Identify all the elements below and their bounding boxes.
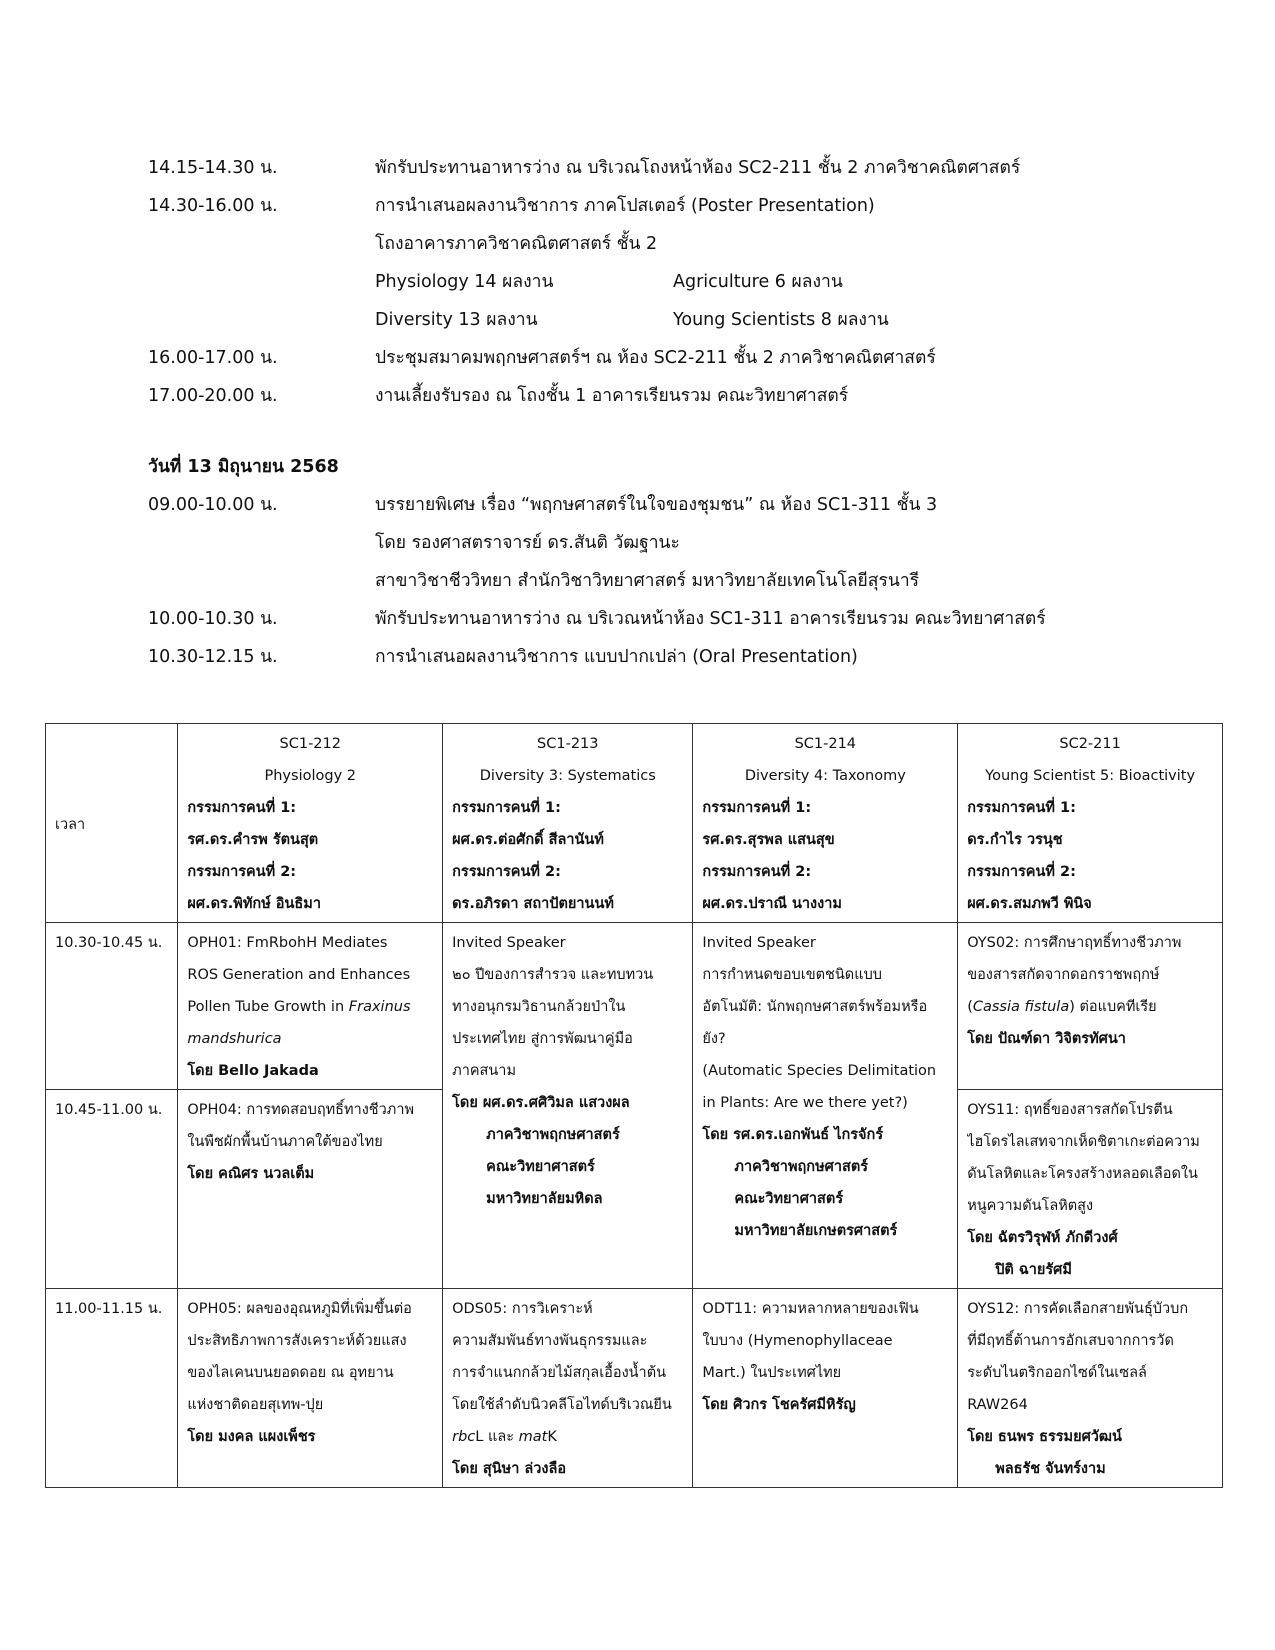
agenda-text: พักรับประทานอาหารว่าง ณ บริเวณโถงหน้าห้อง SC2-211 ชั้น 2 ภาควิชาคณิตศาสตร์: [375, 158, 1021, 178]
talk-code: ODT11:: [702, 1301, 758, 1317]
poster-count: Diversity 13 ผลงาน: [375, 310, 538, 330]
session-name: Young Scientist 5: Bioactivity: [985, 768, 1196, 784]
committee-label: กรรมการคนที่ 2:: [187, 864, 297, 880]
agenda: [148, 148, 1148, 675]
talk-cell: OPH01: FmRbohH Mediates ROS Generation and Enhances Pollen Tube Growth in Fraxinus mandshurica โดย Bello Jakada: [178, 923, 443, 1090]
presenter: โดย มงคล แผงเพ็ชร: [187, 1429, 316, 1445]
presenter: โดย ปัณฑ์ดา วิจิตรทัศนา: [967, 1031, 1126, 1047]
agenda-time: 16.00-17.00 น.: [148, 348, 278, 368]
talk-code: OPH01:: [187, 935, 242, 951]
presenter: พลธรัช จันทร์งาม: [995, 1461, 1106, 1477]
talk-code: OYS11:: [967, 1102, 1020, 1118]
talk-code: OPH05:: [187, 1301, 242, 1317]
time-cell: 11.00-11.15 น.: [46, 1289, 178, 1488]
talk-cell: OYS02: การศึกษาฤทธิ์ทางชีวภาพ ของสารสกัดจากดอกราชพฤกษ์ (Cassia fistula) ต่อแบคทีเรีย โดย ปัณฑ์ดา วิจิตรทัศนา: [958, 923, 1223, 1090]
agenda-row: [148, 523, 1148, 561]
committee-label: กรรมการคนที่ 2:: [702, 864, 812, 880]
session-name: Diversity 4: Taxonomy: [744, 768, 906, 784]
presenter: โดย ผศ.ดร.ศศิวิมล แสวงผล: [452, 1095, 630, 1111]
table-header-row: [46, 724, 1223, 923]
agenda-time: 14.30-16.00 น.: [148, 196, 278, 216]
agenda-row: [148, 148, 1148, 186]
presenter: โดย ธนพร ธรรมยศวัฒน์: [967, 1429, 1122, 1445]
session-name: Diversity 3: Systematics: [479, 768, 656, 784]
table-row: [46, 923, 1223, 1090]
committee-name: ผศ.ดร.ต่อศักดิ์ สีลานันท์: [452, 832, 604, 848]
committee-name: ดร.กำไร วรนุช: [967, 832, 1063, 848]
room-code: SC1-212: [279, 736, 341, 752]
agenda-text: สาขาวิชาชีววิทยา สำนักวิชาวิทยาศาสตร์ มหาวิทยาลัยเทคโนโลยีสุรนารี: [375, 571, 920, 591]
room-header: [693, 724, 958, 923]
talk-code: ODS05:: [452, 1301, 508, 1317]
presenter: โดย Bello Jakada: [187, 1063, 319, 1079]
affiliation: คณะวิทยาศาสตร์: [486, 1159, 595, 1175]
talk-cell: OYS12: การคัดเลือกสายพันธุ์บัวบก ที่มีฤทธิ์ต้านการอักเสบจากการวัด ระดับไนตริกออกไซด์ในเซลล์ RAW264 โดย ธนพร ธรรมยศวัฒน์ พลธรัช จันทร์งาม: [958, 1289, 1223, 1488]
agenda-text: โถงอาคารภาควิชาคณิตศาสตร์ ชั้น 2: [375, 234, 658, 254]
invited-title: Invited Speaker: [452, 935, 566, 951]
agenda-row: [148, 599, 1148, 637]
committee-name: รศ.ดร.สุรพล แสนสุข: [702, 832, 835, 848]
presenter: โดย สุนิษา ล่วงลือ: [452, 1461, 567, 1477]
agenda-row: [148, 637, 1148, 675]
agenda-text: การนำเสนอผลงานวิชาการ ภาคโปสเตอร์ (Poster Presentation): [375, 196, 875, 216]
room-header: [958, 724, 1223, 923]
poster-count-row: [148, 300, 1148, 338]
agenda-time: 10.30-12.15 น.: [148, 647, 278, 667]
talk-cell: OYS11: ฤทธิ์ของสารสกัดโปรตีน ไฮโดรไลเสทจากเห็ดชิตาเกะต่อความ ดันโลหิตและโครงสร้างหลอดเลือดใน หนูความดันโลหิตสูง โดย ฉัตรวิรุฬห์ ภักดีวงศ์ ปิติ ฉายรัศมี: [958, 1090, 1223, 1289]
room-code: SC1-214: [794, 736, 857, 752]
committee-label: กรรมการคนที่ 1:: [702, 800, 812, 816]
agenda-time: 17.00-20.00 น.: [148, 386, 278, 406]
room-code: SC2-211: [1059, 736, 1121, 752]
agenda-text: ประชุมสมาคมพฤกษศาสตร์ฯ ณ ห้อง SC2-211 ชั้น 2 ภาควิชาคณิตศาสตร์: [375, 348, 936, 368]
agenda-row: [148, 561, 1148, 599]
affiliation: ภาควิชาพฤกษศาสตร์: [486, 1127, 620, 1143]
invited-speaker-cell: Invited Speaker ๒๐ ปีของการสำรวจ และทบทวน ทางอนุกรมวิธานกล้วยป่าใน ประเทศไทย สู่การพัฒนาคู่มือ ภาคสนาม โดย ผศ.ดร.ศศิวิมล แสวงผล ภาควิชาพฤกษศาสตร์ คณะวิทยาศาสตร์ มหาวิทยาลัยมหิดล: [443, 923, 693, 1289]
room-header: [178, 724, 443, 923]
poster-count: Agriculture 6 ผลงาน: [673, 272, 843, 292]
poster-count: Physiology 14 ผลงาน: [375, 272, 554, 292]
table-row: [46, 1289, 1223, 1488]
committee-name: รศ.ดร.คำรพ รัตนสุต: [187, 832, 319, 848]
agenda-text: บรรยายพิเศษ เรื่อง “พฤกษศาสตร์ในใจของชุมชน” ณ ห้อง SC1-311 ชั้น 3: [375, 495, 938, 515]
committee-name: ผศ.ดร.สมภพวี พินิจ: [967, 896, 1092, 912]
invited-title: Invited Speaker: [702, 935, 816, 951]
committee-name: ผศ.ดร.ปราณี นางงาม: [702, 896, 842, 912]
agenda-text: การนำเสนอผลงานวิชาการ แบบปากเปล่า (Oral Presentation): [375, 647, 858, 667]
time-cell: 10.30-10.45 น.: [46, 923, 178, 1090]
invited-speaker-cell: Invited Speaker การกำหนดขอบเขตชนิดแบบ อัตโนมัติ: นักพฤกษศาสตร์พร้อมหรือ ยัง? (Automatic Species Delimitation in Plants: Are we there yet?) โดย รศ.ดร.เอกพันธ์ ไกรจักร์ ภาควิชาพฤกษศาสตร์ คณะวิทยาศาสตร์ มหาวิทยาลัยเกษตรศาสตร์: [693, 923, 958, 1289]
committee-label: กรรมการคนที่ 2:: [452, 864, 561, 880]
committee-label: กรรมการคนที่ 2:: [967, 864, 1076, 880]
talk-code: OPH04:: [187, 1102, 242, 1118]
presenter: โดย รศ.ดร.เอกพันธ์ ไกรจักร์: [702, 1127, 884, 1143]
poster-count: Young Scientists 8 ผลงาน: [673, 310, 889, 330]
affiliation: มหาวิทยาลัยมหิดล: [486, 1191, 603, 1207]
presenter: โดย ฉัตรวิรุฬห์ ภักดีวงศ์: [967, 1230, 1118, 1246]
presenter: ปิติ ฉายรัศมี: [995, 1262, 1072, 1278]
agenda-row: [148, 485, 1148, 523]
agenda-row: [148, 224, 1148, 262]
time-cell: 10.45-11.00 น.: [46, 1090, 178, 1289]
affiliation: มหาวิทยาลัยเกษตรศาสตร์: [734, 1223, 898, 1239]
talk-code: OYS12:: [967, 1301, 1020, 1317]
agenda-row: [148, 376, 1148, 414]
committee-name: ผศ.ดร.พิทักษ์ อินธิมา: [187, 896, 321, 912]
time-header: เวลา: [46, 724, 178, 923]
agenda-time: 10.00-10.30 น.: [148, 609, 278, 629]
talk-cell: OPH05: ผลของอุณหภูมิที่เพิ่มขึ้นต่อ ประสิทธิภาพการสังเคราะห์ด้วยแสง ของไลเคนบนยอดดอย ณ อุทยาน แห่งชาติดอยสุเทพ-ปุย โดย มงคล แผงเพ็ชร: [178, 1289, 443, 1488]
oral-session-table: [45, 723, 1223, 1488]
agenda-text: โดย รองศาสตราจารย์ ดร.สันติ วัฒฐานะ: [375, 533, 680, 553]
presenter: โดย ศิวกร โชครัศมีหิรัญ: [702, 1397, 856, 1413]
committee-name: ดร.อภิรดา สถาปัตยานนท์: [452, 896, 614, 912]
talk-cell: ODT11: ความหลากหลายของเฟิน ใบบาง (Hymenophyllaceae Mart.) ในประเทศไทย โดย ศิวกร โชครัศมีหิรัญ: [693, 1289, 958, 1488]
talk-cell: OPH04: การทดสอบฤทธิ์ทางชีวภาพ ในพืชผักพื้นบ้านภาคใต้ของไทย โดย คณิศร นวลเต็ม: [178, 1090, 443, 1289]
agenda-row: [148, 186, 1148, 224]
affiliation: คณะวิทยาศาสตร์: [734, 1191, 844, 1207]
room-header: [443, 724, 693, 923]
committee-label: กรรมการคนที่ 1:: [452, 800, 561, 816]
talk-cell: ODS05: การวิเคราะห์ ความสัมพันธ์ทางพันธุกรรมและ การจำแนกกล้วยไม้สกุลเอื้องน้ำต้น โดยใช้ลำดับนิวคลีโอไทด์บริเวณยีน rbcL และ matK โดย สุนิษา ล่วงลือ: [443, 1289, 693, 1488]
agenda-row: [148, 338, 1148, 376]
agenda-text: งานเลี้ยงรับรอง ณ โถงชั้น 1 อาคารเรียนรวม คณะวิทยาศาสตร์: [375, 386, 849, 406]
committee-label: กรรมการคนที่ 1:: [187, 800, 297, 816]
agenda-text: พักรับประทานอาหารว่าง ณ บริเวณหน้าห้อง SC1-311 อาคารเรียนรวม คณะวิทยาศาสตร์: [375, 609, 1046, 629]
room-code: SC1-213: [537, 736, 599, 752]
agenda-time: 09.00-10.00 น.: [148, 495, 278, 515]
committee-label: กรรมการคนที่ 1:: [967, 800, 1076, 816]
session-name: Physiology 2: [264, 768, 356, 784]
affiliation: ภาควิชาพฤกษศาสตร์: [734, 1159, 869, 1175]
presenter: โดย คณิศร นวลเต็ม: [187, 1166, 315, 1182]
agenda-time: 14.15-14.30 น.: [148, 158, 278, 178]
poster-count-row: [148, 262, 1148, 300]
talk-code: OYS02:: [967, 935, 1020, 951]
day-title: วันที่ 13 มิถุนายน 2568: [148, 457, 339, 477]
